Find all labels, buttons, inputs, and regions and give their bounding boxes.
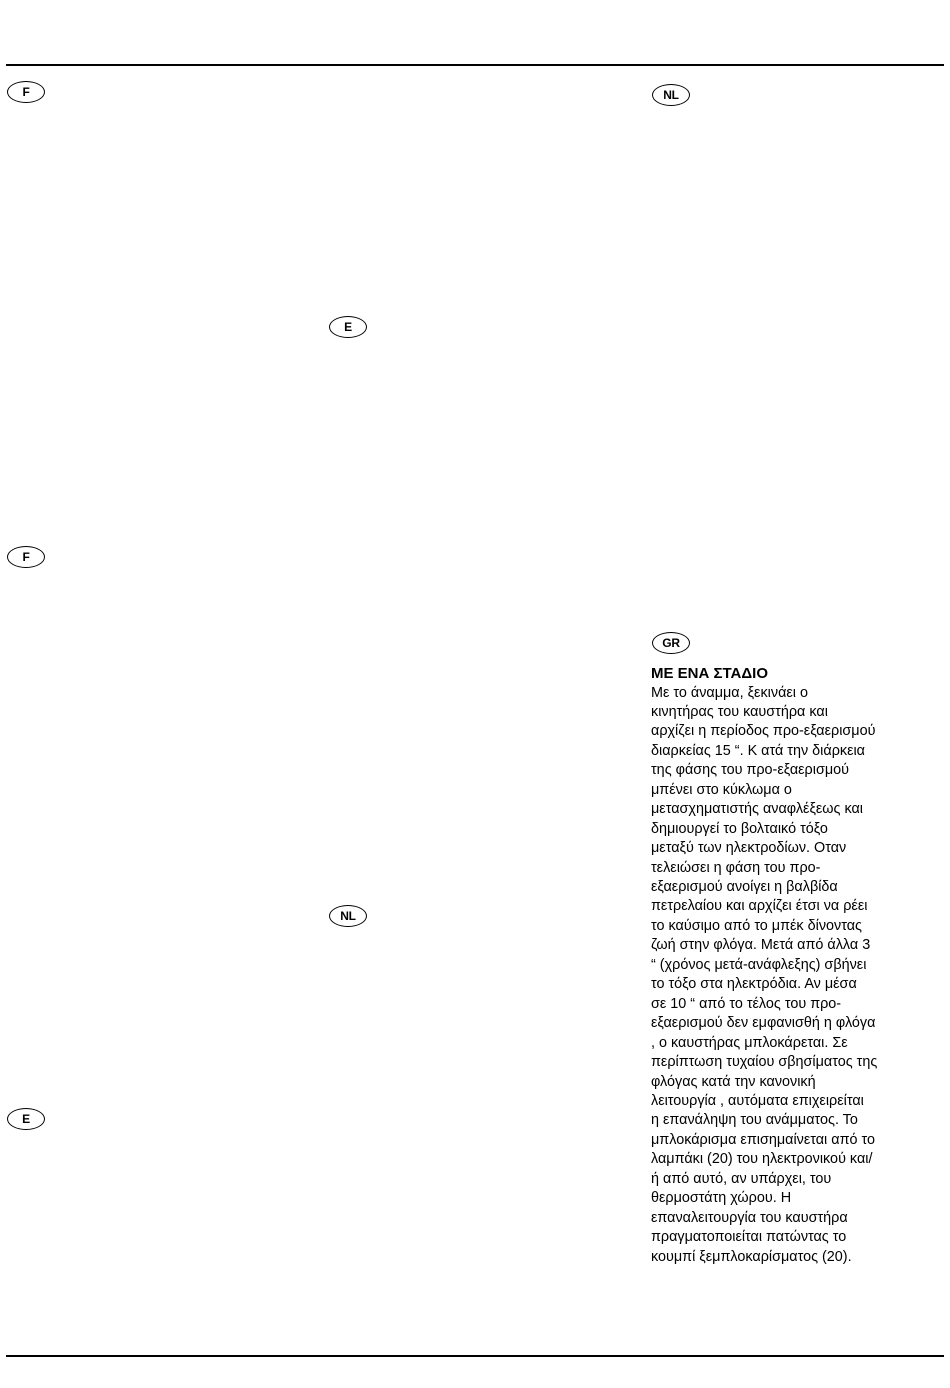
body-line: πραγματοποιείται πατώντας το — [651, 1229, 847, 1246]
language-badge-f-mid: F — [7, 546, 45, 568]
bottom-rule — [6, 1355, 944, 1357]
body-line: , ο καυστήρας μπλοκάρεται. Σε — [651, 1034, 848, 1051]
body-line: φλόγας κατά την κανονική — [651, 1073, 816, 1090]
body-line: “ (χρόνος μετά-ανάφλεξης) σβήνει — [651, 956, 867, 973]
body-line: εξαερισμού ανοίγει η βαλβίδα — [651, 879, 838, 896]
section-heading: ΜΕ ΕΝΑ ΣΤΑΔΙΟ — [651, 665, 769, 682]
body-line: της φάσης του προ-εξαερισμού — [651, 762, 849, 779]
body-line: δημιουργεί το βολταικό τόξο — [651, 820, 828, 837]
body-line: μπένει στο κύκλωμα ο — [651, 781, 792, 798]
body-line: περίπτωση τυχαίου σβησίματος της — [651, 1054, 878, 1071]
section-body — [651, 684, 946, 1268]
body-line: κουμπί ξεμπλοκαρίσματος (20). — [651, 1248, 852, 1265]
body-line: κινητήρας του καυστήρα και — [651, 703, 828, 720]
body-line: διαρκείας 15 “. Κ ατά την διάρκεια — [651, 742, 866, 759]
body-line: αρχίζει η περίοδος προ-εξαερισμού — [651, 723, 876, 740]
language-badge-nl-top: NL — [652, 84, 690, 106]
body-line: πετρελαίου και αρχίζει έτσι να ρέει — [651, 898, 868, 915]
language-badge-f-top: F — [7, 81, 45, 103]
body-line: το καύσιμο από το μπέκ δίνοντας — [651, 917, 862, 934]
language-badge-e-bottom: E — [7, 1108, 45, 1130]
language-badge-gr: GR — [652, 632, 690, 654]
body-line: το τόξο στα ηλεκτρόδια. Αν μέσα — [651, 976, 857, 993]
body-line: θερμοστάτη χώρου. Η — [651, 1190, 792, 1207]
body-line: Με το άναμμα, ξεκινάει ο — [651, 684, 808, 701]
body-line: η επανάληψη του ανάμματος. Το — [651, 1112, 858, 1129]
body-line: ή από αυτό, αν υπάρχει, του — [651, 1170, 832, 1187]
body-line: μετασχηματιστής αναφλέξεως και — [651, 801, 864, 818]
body-line: μεταξύ των ηλεκτροδίων. Οταν — [651, 840, 847, 857]
body-line: επαναλειτουργία του καυστήρα — [651, 1209, 848, 1226]
body-line: λειτουργία , αυτόματα επιχειρείται — [651, 1093, 864, 1110]
body-line: σε 10 “ από το τέλος του προ- — [651, 995, 842, 1012]
body-line: τελειώσει η φάση του προ- — [651, 859, 821, 876]
language-badge-e-mid: E — [329, 316, 367, 338]
body-line: μπλοκάρισμα επισημαίνεται από το — [651, 1131, 875, 1148]
body-line: εξαερισμού δεν εμφανισθή η φλόγα — [651, 1015, 876, 1032]
body-line: λαμπάκι (20) του ηλεκτρονικού και/ — [651, 1151, 873, 1168]
greek-text-section — [651, 664, 946, 1267]
body-line: ζωή στην φλόγα. Μετά από άλλα 3 — [651, 937, 871, 954]
top-rule — [6, 64, 944, 66]
language-badge-nl-mid: NL — [329, 905, 367, 927]
